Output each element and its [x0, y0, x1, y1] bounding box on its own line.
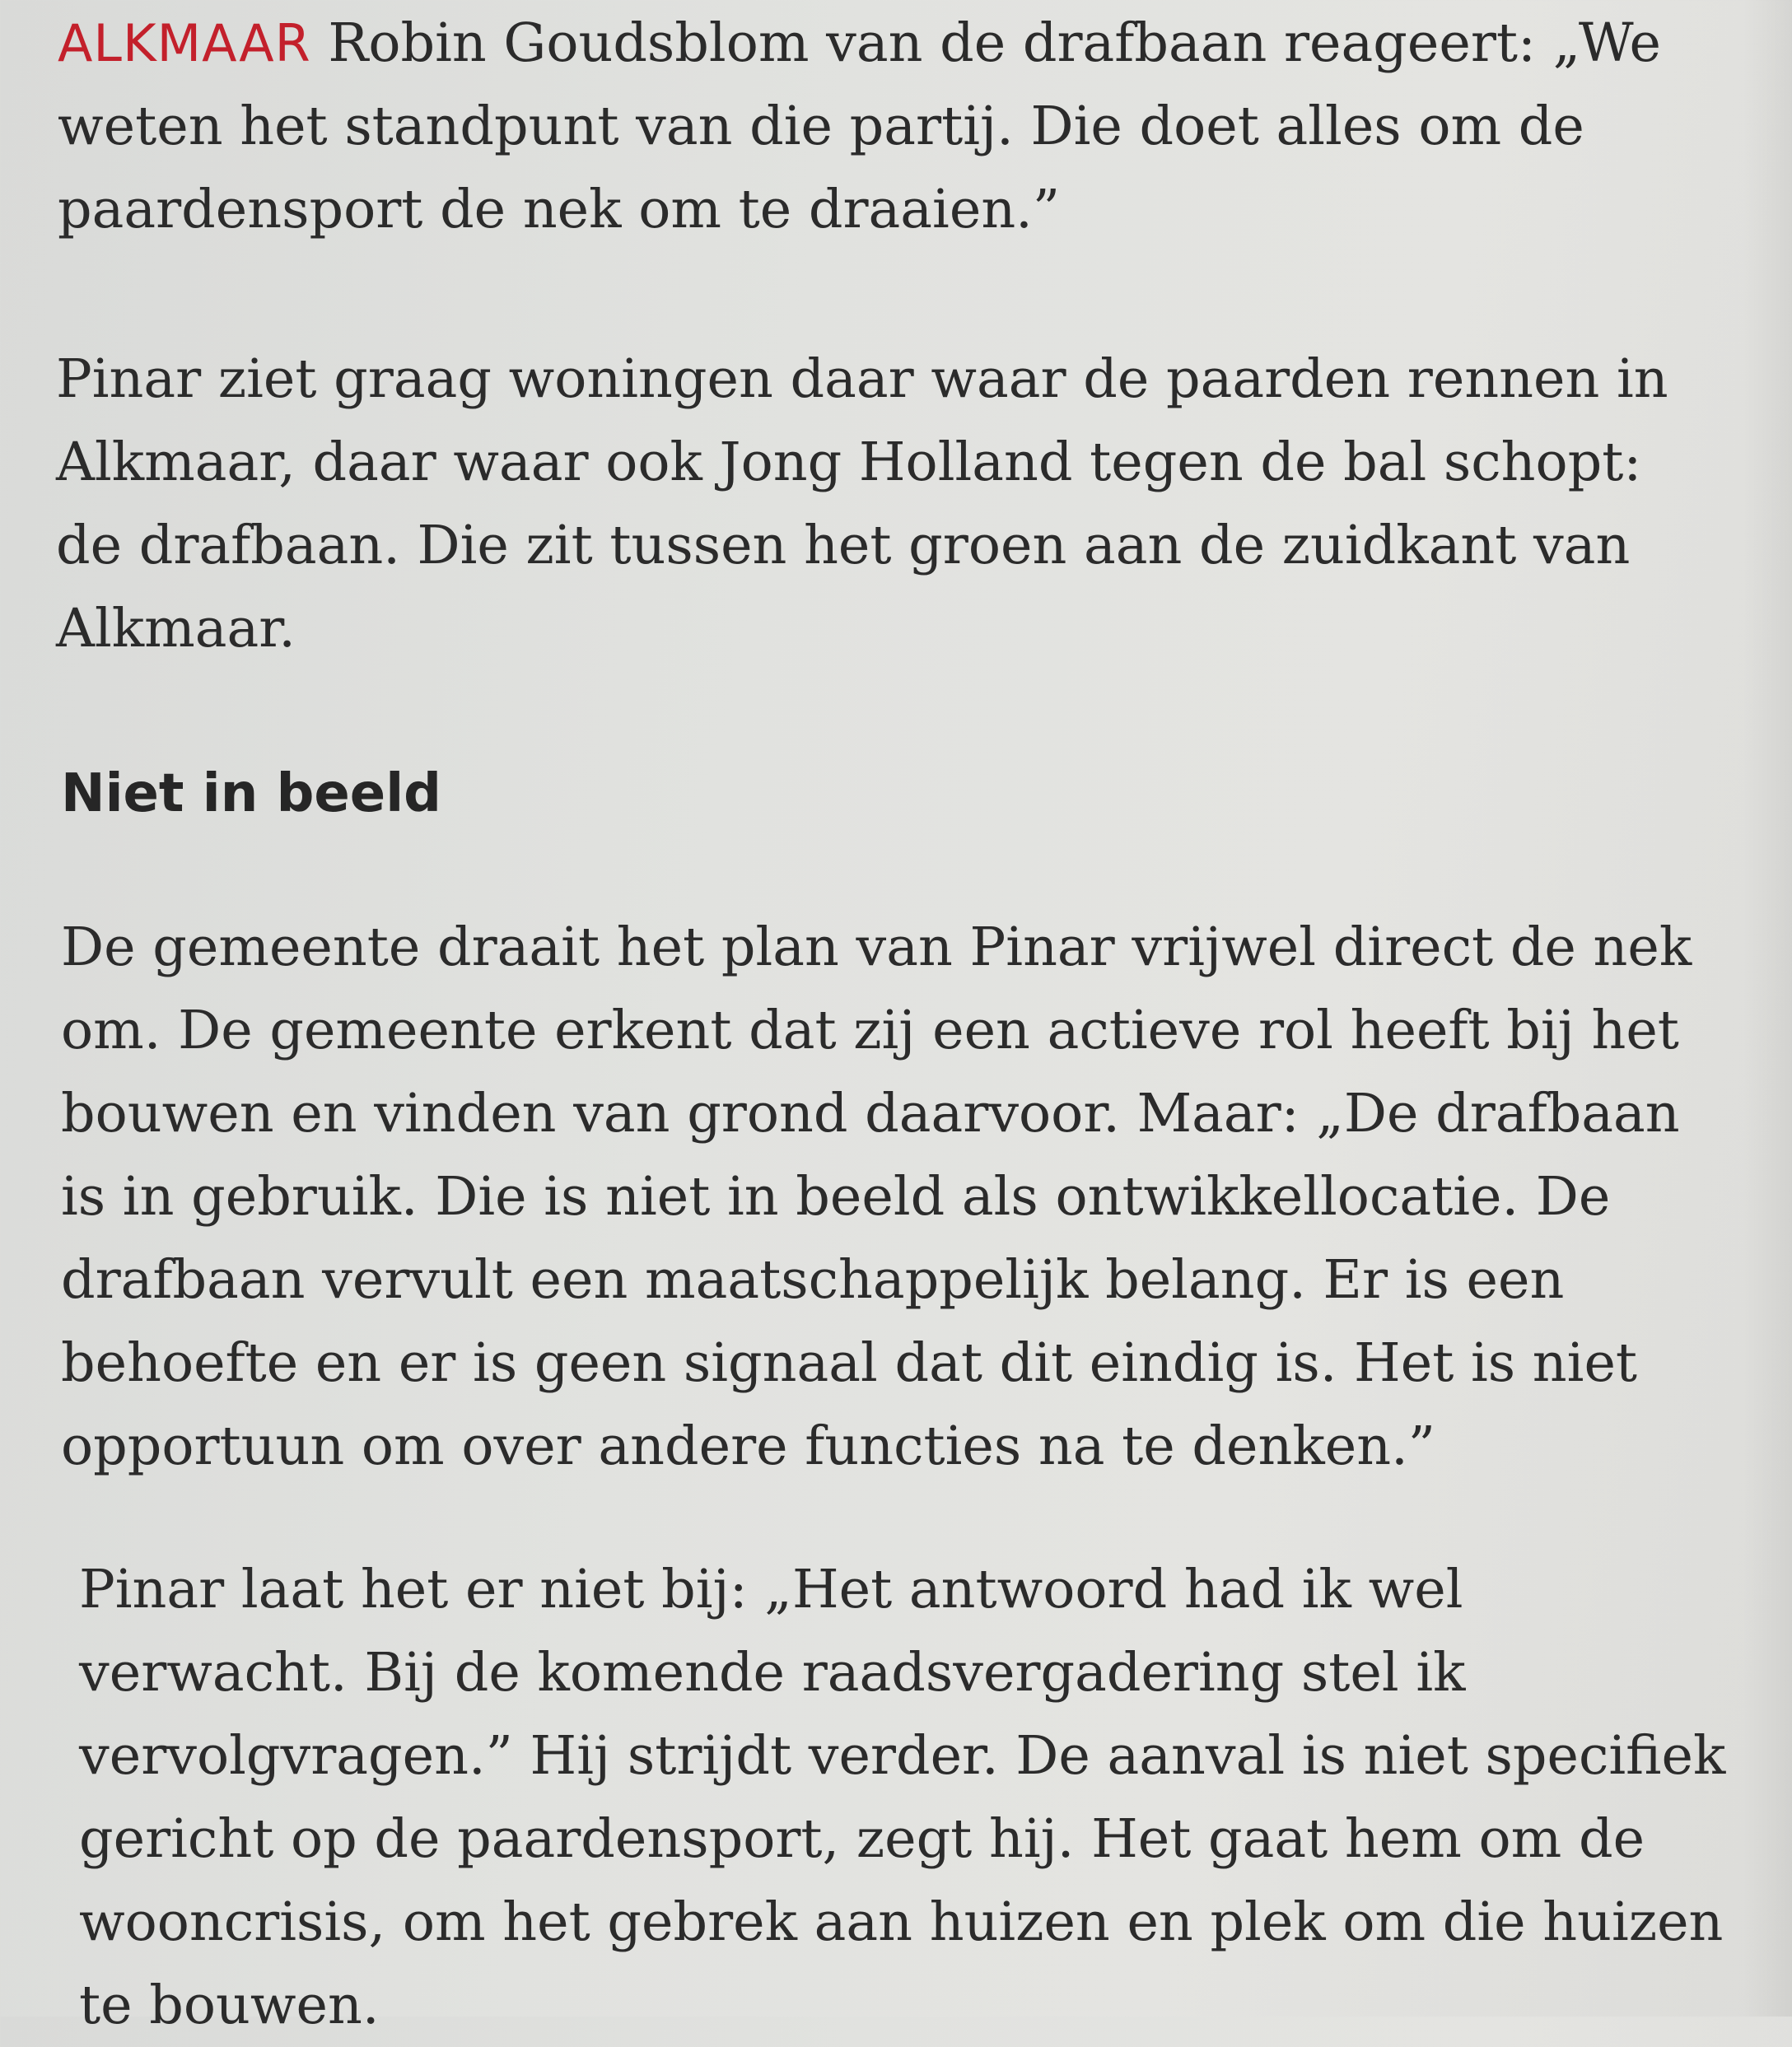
- paragraph-4: [79, 1548, 1759, 2047]
- dateline: ALKMAAR: [58, 13, 311, 73]
- text-line: drafbaan vervult een maatschappelijk belang. Er is een: [61, 1249, 1565, 1311]
- section-heading: Niet in beeld: [61, 763, 441, 824]
- text-line: wooncrisis, om het gebrek aan huizen en plek om die huizen: [79, 1891, 1724, 1953]
- text-line: Pinar laat het er niet bij: „Het antwoord had ik wel: [79, 1559, 1463, 1620]
- text-line: De gemeente draait het plan van Pinar vrijwel direct de nek: [61, 916, 1692, 978]
- text-line: Alkmaar, daar waar ook Jong Holland tegen de bal schopt:: [56, 431, 1642, 493]
- paragraph-3: [61, 906, 1741, 1488]
- text-line: Pinar ziet graag woningen daar waar de paarden rennen in: [56, 348, 1668, 410]
- text-line: gericht op de paardensport, zegt hij. Het gaat hem om de: [79, 1808, 1645, 1870]
- text-line: vervolgvragen.” Hij strijdt verder. De aanval is niet specifiek: [79, 1725, 1726, 1787]
- text-line: Alkmaar.: [56, 598, 296, 660]
- text-line: behoefte en er is geen signaal dat dit eindig is. Het is niet: [61, 1332, 1638, 1394]
- text-line: bouwen en vinden van grond daarvoor. Maar: „De drafbaan: [61, 1083, 1680, 1145]
- text-line: te bouwen.: [79, 1975, 380, 2036]
- text-line: is in gebruik. Die is niet in beeld als ontwikkellocatie. De: [61, 1166, 1611, 1228]
- paragraph-1: [58, 2, 1738, 251]
- paragraph-2: [56, 338, 1736, 670]
- text-line: weten het standpunt van die partij. Die doet alles om de: [58, 96, 1584, 157]
- text-line: opportuun om over andere functies na te denken.”: [61, 1415, 1435, 1477]
- text-line-content: Robin Goudsblom van de drafbaan reageert: „We: [310, 12, 1661, 74]
- text-line: om. De gemeente erkent dat zij een actieve rol heeft bij het: [61, 1000, 1679, 1061]
- text-line: [58, 2, 1738, 85]
- text-line: verwacht. Bij de komende raadsvergadering stel ik: [79, 1642, 1466, 1704]
- text-line: paardensport de nek om te draaien.”: [58, 179, 1061, 240]
- text-line: de drafbaan. Die zit tussen het groen aan de zuidkant van: [56, 515, 1631, 576]
- screen-edge-shadow: [1743, 0, 1792, 2017]
